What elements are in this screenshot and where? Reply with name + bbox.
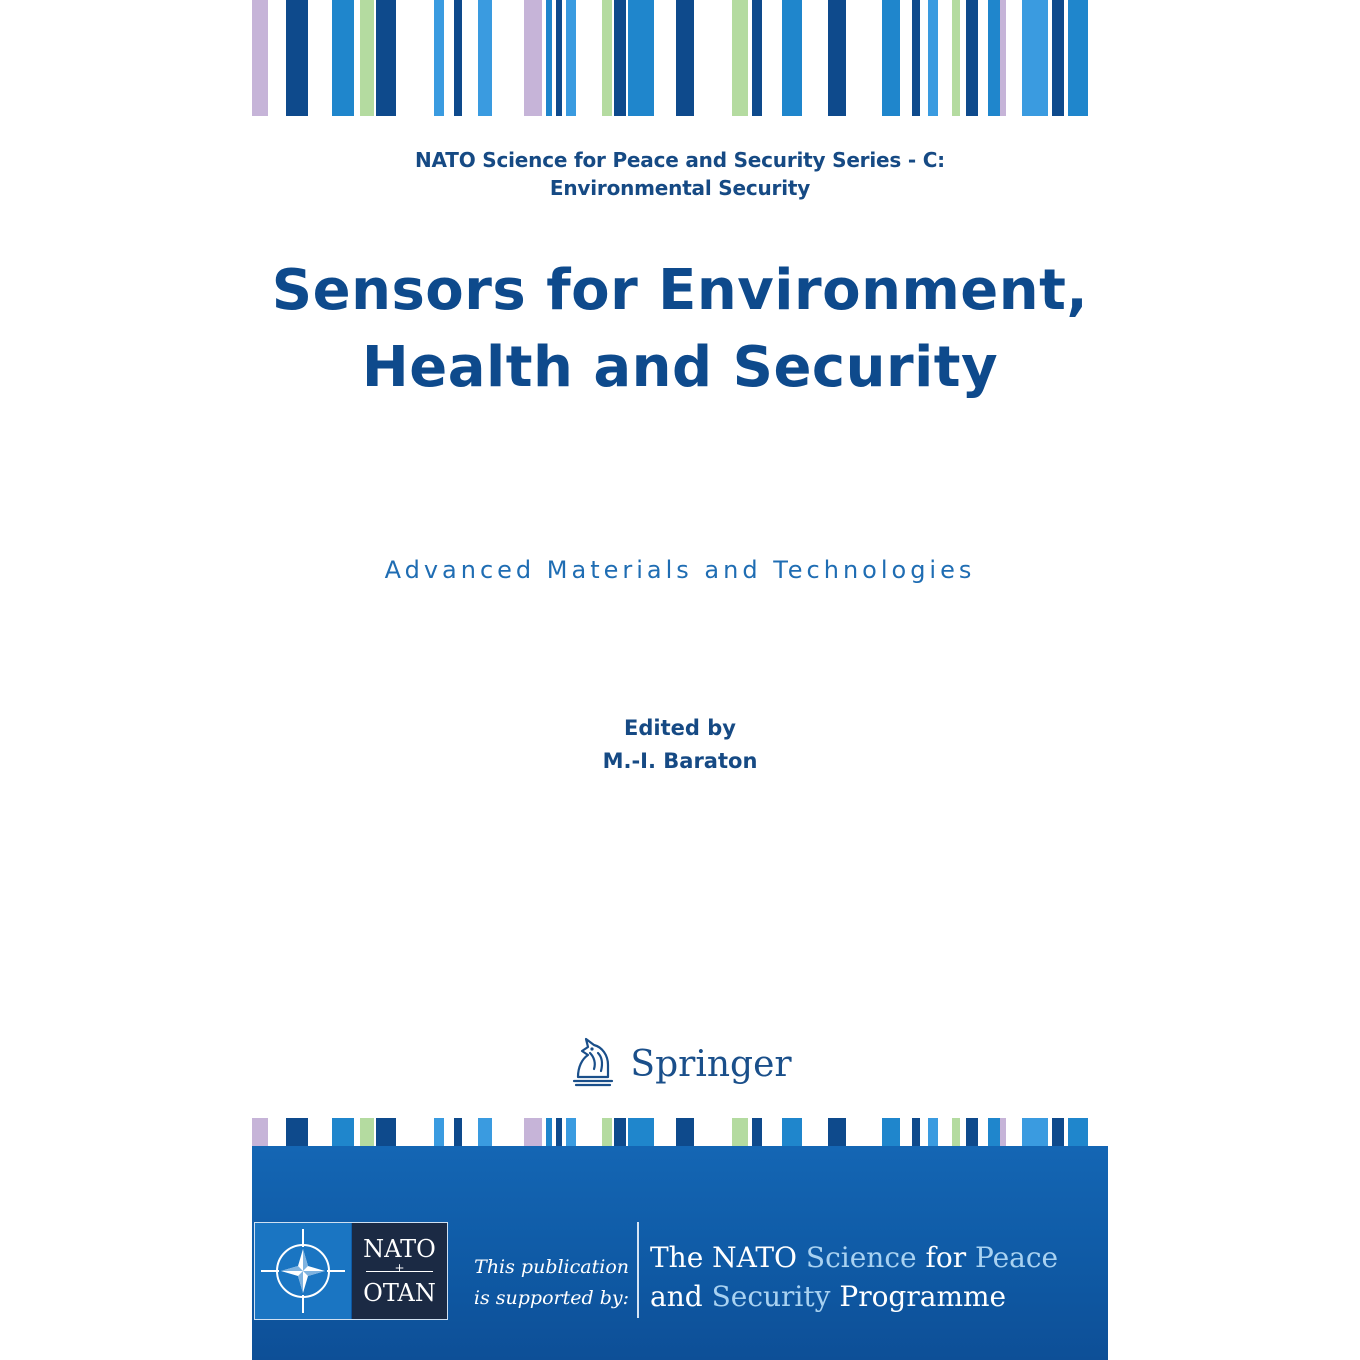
stripe-bar [376,1118,396,1146]
stripe-bar [1052,1118,1064,1146]
stripe-bar [782,1118,802,1146]
stripe-bar [912,0,920,116]
stripe-bar [478,0,492,116]
support-statement [464,1252,629,1314]
stripe-bar [252,1118,268,1146]
stripe-bar [1068,0,1088,116]
stripe-bar [556,0,562,116]
stripe-bar [1068,1118,1088,1146]
stripe-bar [676,1118,694,1146]
stripe-bar [556,1118,562,1146]
series-line-2: Environmental Security [549,176,811,200]
stripe-bar [434,0,444,116]
stripe-bar [952,1118,960,1146]
programme-line-2 [650,1277,1100,1316]
stripe-bar [566,1118,576,1146]
stripe-bar [614,1118,626,1146]
stripe-bar [752,1118,762,1146]
programme-highlight-science: Science [805,1241,917,1274]
stripe-bar [524,0,542,116]
stripe-bar [928,1118,938,1146]
otan-label: OTAN [363,1279,436,1307]
stripe-bar [376,0,396,116]
series-name [252,146,1108,202]
programme-highlight-peace: Peace [975,1241,1059,1274]
stripe-bar [454,1118,462,1146]
stripe-bar [828,1118,846,1146]
stripe-bar [1052,0,1064,116]
stripe-bar [966,1118,978,1146]
programme-text: The NATO [650,1241,806,1274]
stripe-bar [454,0,462,116]
publisher-logo [252,1034,1108,1094]
stripe-bar [286,1118,308,1146]
stripe-bar [566,0,576,116]
stripe-pattern-bottom [252,1118,1090,1146]
stripe-bar [360,1118,374,1146]
stripe-bar [614,0,626,116]
book-title [252,252,1108,406]
stripe-bar [602,1118,612,1146]
stripe-bar [732,1118,748,1146]
book-subtitle: Advanced Materials and Technologies [384,556,976,584]
stripe-bar [478,1118,492,1146]
stripe-bar [628,1118,654,1146]
stripe-bar [252,0,268,116]
series-line-1: NATO Science for Peace and Security Series - C: [415,148,945,172]
stripe-bar [628,0,654,116]
stripe-bar [752,0,762,116]
stripe-bar [988,1118,1000,1146]
stripe-bar [966,0,978,116]
support-line-2: is supported by: [473,1287,629,1309]
stripe-bar [912,1118,920,1146]
stripe-bar [952,0,960,116]
stripe-bar [434,1118,444,1146]
programme-text: Programme [830,1280,1007,1313]
stripe-bar [546,0,552,116]
stripe-bar [286,0,308,116]
editor-name: M.-I. Baraton [602,749,758,773]
title-line-2: Health and Security [361,335,999,400]
editor-block [252,712,1108,778]
springer-knight-icon [568,1035,614,1093]
stripe-bar [732,0,748,116]
stripe-bar [882,1118,900,1146]
support-line-1: This publication [474,1256,629,1278]
nato-compass-icon [255,1223,351,1319]
stripe-bar [524,1118,542,1146]
stripe-bar [1000,1118,1006,1146]
stripe-bar [928,0,938,116]
nato-text-box [352,1223,447,1319]
programme-line-1 [650,1238,1100,1277]
book-cover [252,0,1108,1360]
stripe-bar [882,0,900,116]
stripe-bar [828,0,846,116]
nato-logo [254,1222,448,1320]
programme-text: and [650,1280,712,1313]
stripe-bar [676,0,694,116]
programme-highlight-security: Security [711,1280,831,1313]
stripe-bar [1022,0,1048,116]
stripe-bar [782,0,802,116]
programme-name [650,1238,1100,1316]
stripe-bar [332,0,354,116]
stripe-bar [332,1118,354,1146]
nato-band [252,1146,1108,1360]
band-divider [637,1222,639,1318]
stripe-pattern-top [252,0,1090,116]
publisher-name: Springer [630,1043,792,1085]
nato-plus-icon: + [394,1261,405,1275]
title-line-1: Sensors for Environment, [271,258,1089,323]
edited-by-label: Edited by [624,716,736,740]
stripe-bar [546,1118,552,1146]
nato-label: NATO [363,1235,436,1263]
stripe-bar [1022,1118,1048,1146]
stripe-bar [360,0,374,116]
stripe-bar [1000,0,1006,116]
stripe-bar [988,0,1000,116]
programme-text: for [916,1241,975,1274]
stripe-bar [602,0,612,116]
